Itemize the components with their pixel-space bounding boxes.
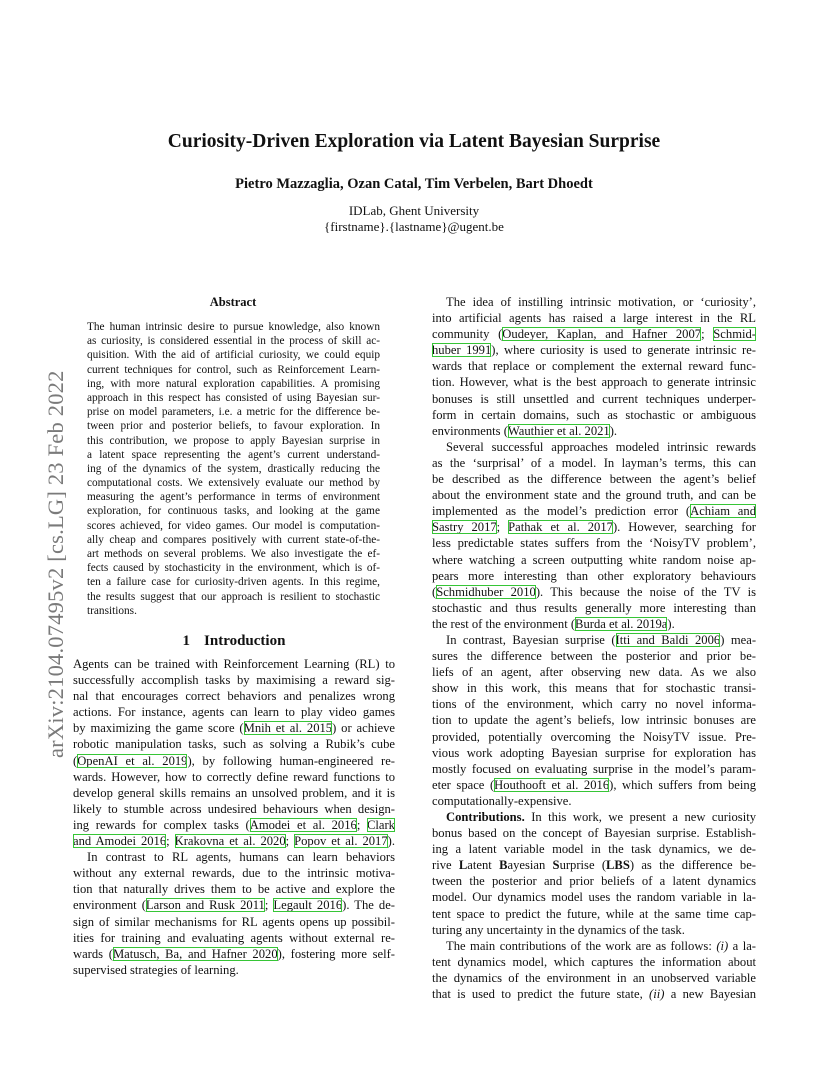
text-line: model. Our dynamics model uses the random variable in la-	[432, 890, 756, 905]
abstract-line: quisition. With the aid of artificial curiosity, we could equip	[87, 349, 380, 362]
citation-link[interactable]: and Amodei 2016	[73, 834, 167, 849]
text-line: the dynamics of the environment in an unobserved variable	[432, 970, 756, 985]
text-line: liefs of an agent, after observing new data. As we also	[432, 665, 756, 680]
text-line: turing any uncertainty in the dynamics of the task.	[432, 922, 685, 937]
text-line: eter space (Houthooft et al. 2016), which suffers from being	[432, 777, 756, 792]
text-line: Contributions. In this work, we present a new curiosity	[446, 810, 756, 824]
text-line: without any external rewards, due to the intrinsic motiva-	[73, 866, 395, 881]
text-line: huber 1991), where curiosity is used to generate intrinsic re-	[432, 343, 756, 358]
abstract-line: tween prior and posterior beliefs, to favour exploration. In	[87, 420, 380, 433]
text-line: form in certain domains, such as stochastic or ambiguous	[432, 407, 756, 422]
text-line: The main contributions of the work are as follows: (i) a la-	[446, 938, 757, 953]
text-line: tion that naturally drives them to be active and explore the	[73, 882, 395, 897]
abstract-line: fects caused by stochasticity in the environment, which is of-	[87, 562, 380, 575]
text-line: ing rewards for complex tasks (Amodei et al. 2016; Clark	[73, 817, 395, 832]
citation-link[interactable]: Larson and Rusk 2011	[145, 898, 265, 913]
abstract-line: ally cheap and compares positively with current state-of-the-	[87, 533, 380, 546]
abstract-line: ing of the dynamics of the system, drastically reducing the	[87, 462, 380, 475]
text-line: tions of the environment, which carry no novel informa-	[432, 697, 756, 712]
text-line: as the ‘surprisal’ of a model. In layman’s terms, this can	[432, 455, 756, 470]
citation-link[interactable]: Oudeyer, Kaplan, and Hafner 2007	[502, 327, 702, 342]
abstract-heading: Abstract	[209, 295, 257, 309]
paragraph-lead: Contributions.	[446, 810, 525, 824]
abstract-line: measuring the agent’s performance in terms of environment	[87, 491, 380, 504]
abstract-line: art methods on several problems. We also investigate the ef-	[87, 548, 380, 560]
text-line: tween the posterior and prior beliefs of a latent dynamics	[432, 874, 756, 889]
abstract-line: ten a failure case for curiosity-driven agents. In this regime,	[87, 576, 380, 589]
text-line: implemented as the model’s prediction error (Achiam and	[432, 504, 756, 519]
citation-link[interactable]: Mnih et al. 2015	[243, 721, 333, 736]
text-line: tion. However, what is the best approach to generate intrinsic	[432, 375, 756, 390]
text-line: likely to stumble across undesired behaviours when design-	[73, 801, 395, 816]
abstract-line: The human intrinsic desire to pursue knowledge, also known	[87, 321, 380, 333]
text-line: be described as the difference between the agent’s belief	[432, 472, 756, 487]
text-line: successfully accomplish tasks by maximising a reward sig-	[73, 673, 395, 688]
email-pattern: {firstname}.{lastname}@ugent.be	[324, 219, 504, 234]
left-column-text	[73, 656, 395, 978]
text-line: where watching a screen outputting white random noise ap-	[432, 552, 756, 567]
citation-link[interactable]: OpenAI et al. 2019	[77, 753, 188, 768]
citation-link[interactable]: Krakovna et al. 2020	[174, 834, 286, 849]
citation-link[interactable]: Legault 2016	[273, 898, 343, 913]
text-line: the rest of the environment (Burda et al. 2019a).	[432, 616, 675, 631]
text-line: wards (Matusch, Ba, and Hafner 2020), fostering more self-	[73, 946, 395, 961]
text-line: supervised strategies of learning.	[73, 962, 239, 977]
affiliation: IDLab, Ghent University	[348, 203, 480, 218]
abstract-line: ing, with more natural exploration capabilities. A promising	[87, 377, 380, 390]
text-line: environments (Wauthier et al. 2021).	[432, 423, 618, 438]
text-line: Agents can be trained with Reinforcement Learning (RL) to	[73, 657, 395, 671]
text-line: bonuses is still unsettled and current techniques underper-	[432, 391, 756, 406]
emphasis: L	[458, 858, 468, 873]
author-list: Pietro Mazzaglia, Ozan Catal, Tim Verbelen, Bart Dhoedt	[235, 176, 593, 192]
abstract-body	[87, 320, 380, 618]
abstract-line: a latent space representing the agent’s current understand-	[87, 448, 380, 461]
text-line: wards that replace or complement the external reward func-	[432, 359, 756, 374]
text-line: community (Oudeyer, Kaplan, and Hafner 2007; Schmid-	[432, 327, 756, 342]
text-line: Several successful approaches modeled intrinsic rewards	[446, 439, 756, 454]
paper-title: Curiosity-Driven Exploration via Latent Bayesian Surprise	[167, 131, 661, 152]
enumeration-marker: (ii)	[649, 987, 665, 1002]
text-line: develop general skills remains an unsolved problem, and it is	[73, 785, 395, 800]
text-line: about the environment state and the ground truth, and can be	[432, 488, 756, 503]
text-line: that is used to predict the future state, (ii) a new Bayesian	[432, 987, 757, 1002]
citation-link[interactable]: Schmid-	[713, 327, 756, 342]
text-line: robotic manipulation tasks, such as solving a Rubik’s cube	[73, 737, 395, 752]
text-line: rive Latent Bayesian Surprise (LBS) as the difference be-	[432, 858, 756, 873]
abstract-line: approach in this respect has consisted of using Bayesian sur-	[87, 391, 380, 404]
text-line: sign of similar mechanisms for RL agents opens up possibil-	[73, 914, 395, 929]
text-line: by maximizing the game score (Mnih et al. 2015) or achieve	[73, 721, 396, 736]
citation-link[interactable]: Achiam and	[690, 504, 756, 519]
citation-link[interactable]: Sastry 2017	[432, 520, 497, 535]
text-line: show in this work, this means that for stochastic transi-	[432, 681, 756, 696]
text-line: (Schmidhuber 2010). This because the noise of the TV is	[432, 584, 756, 599]
citation-link[interactable]: Schmidhuber 2010	[436, 584, 536, 599]
text-line: vious work adopting Bayesian surprise for exploration has	[432, 745, 756, 760]
text-line: In contrast to RL agents, humans can learn behaviors	[87, 850, 395, 865]
text-line: computationally-expensive.	[432, 793, 572, 808]
emphasis: S	[552, 858, 560, 873]
arxiv-stamp	[14, 288, 68, 758]
text-line: ing a latent variable model in the task dynamics, we de-	[432, 842, 756, 857]
citation-link[interactable]: Itti and Baldi 2006	[615, 632, 721, 647]
text-line: provided, potentially overcoming the NoisyTV issue. Pre-	[432, 729, 756, 744]
text-line: mostly focused on evaluating surprise in the model’s param-	[432, 761, 756, 776]
arxiv-identifier: arXiv:2104.07495v2 [cs.LG] 23 Feb 2022	[43, 370, 68, 758]
right-column-text	[432, 294, 756, 1002]
text-line: bonus based on the concept of Bayesian surprise. Establish-	[432, 826, 756, 841]
abstract-line: as curiosity, is considered essential in the process of skill ac-	[87, 335, 380, 348]
text-line: sures the difference between the posterior and prior be-	[432, 649, 756, 664]
text-line: nal that encourages correct behaviors and penalizes wrong	[73, 689, 395, 704]
text-line: environment (Larson and Rusk 2011; Legault 2016). The de-	[73, 898, 396, 913]
abstract-line: the results suggest that our approach is resilient to stochastic	[87, 590, 380, 603]
emphasis: B	[499, 858, 508, 873]
section-title: Introduction	[204, 633, 286, 649]
abstract-line: scores achieved, for video games. Our model is computation-	[87, 519, 380, 532]
text-line: less predictable states suffers from the ‘NoisyTV problem’,	[432, 536, 756, 551]
citation-link[interactable]: Matusch, Ba, and Hafner 2020	[112, 946, 278, 961]
section-number: 1	[182, 633, 191, 649]
text-line: actions. For instance, agents can learn to play video games	[73, 705, 395, 720]
text-line: tent dynamics model, which captures the information about	[432, 954, 756, 969]
section-heading-introduction	[73, 633, 395, 650]
citation-link[interactable]: Houthooft et al. 2016	[494, 777, 610, 792]
text-line: (OpenAI et al. 2019), by following human-engineered re-	[73, 753, 395, 768]
abstract-line: transitions.	[87, 604, 137, 617]
text-line: ities for training and evaluating agents without external re-	[73, 930, 395, 945]
citation-link[interactable]: Burda et al. 2019a	[575, 616, 668, 631]
citation-link[interactable]: Popov et al. 2017	[294, 834, 388, 849]
text-line: Sastry 2017; Pathak et al. 2017). However, searching for	[432, 520, 756, 535]
citation-link[interactable]: Amodei et al. 2016	[249, 817, 357, 832]
abstract-line: exploration, for continuous tasks, and looking at the game	[87, 505, 380, 518]
text-line: into artificial agents has raised a large interest in the RL	[432, 311, 756, 326]
abstract-line: prise on model parameters, i.e. a metric for the difference be-	[87, 406, 380, 419]
text-line: In contrast, Bayesian surprise (Itti and Baldi 2006) mea-	[446, 632, 757, 647]
enumeration-marker: (i)	[716, 938, 729, 953]
citation-link[interactable]: Clark	[367, 817, 395, 832]
text-line: tion to update the agent’s beliefs, low intrinsic bonuses are	[432, 713, 756, 728]
citation-link[interactable]: Wauthier et al. 2021	[507, 423, 610, 438]
text-line: wards. However, how to correctly define reward functions to	[73, 769, 395, 784]
text-line: tent space to predict the future, while at the same time cap-	[432, 906, 756, 921]
text-line: pears more interesting than other exploratory behaviours	[432, 568, 756, 583]
text-line: The idea of instilling intrinsic motivation, or ‘curiosity’,	[446, 295, 756, 309]
text-line: and Amodei 2016; Krakovna et al. 2020; Popov et al. 2017).	[73, 834, 395, 849]
abstract-line: this contribution, we propose to apply Bayesian surprise in	[87, 434, 380, 447]
acronym: LBS	[606, 858, 630, 873]
citation-link[interactable]: huber 1991	[432, 343, 492, 358]
citation-link[interactable]: Pathak et al. 2017	[508, 520, 613, 535]
text-line: stochastic and thus results generally more interesting than	[432, 600, 756, 615]
abstract-line: computational costs. We extensively evaluate our method by	[87, 477, 380, 490]
abstract-line: current techniques for control, such as Reinforcement Learn-	[87, 363, 380, 376]
